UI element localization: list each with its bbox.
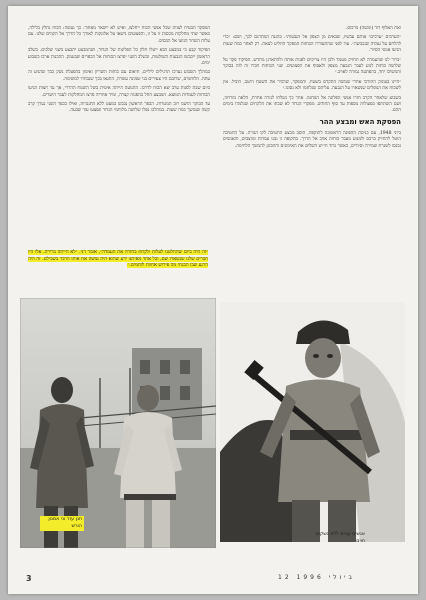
paragraph: המפקד הבטיח לצוות שכל אנשי הכוח ייחלצו, ואיש לא יישאר מאחור. כך נעשה: הכוח נחלץ בלילה, כאשר שתי מחלקות מכסות זו על זו, והפצועים נישאו על אלונקות לאורך כל הדרך אל הקווים שלנו. עם עלות השחר הגיעו אל הבסיס. xyxy=(28,26,210,44)
section-subheading: הפסקת האש ומבצע ההר xyxy=(319,117,401,126)
paragraph: ״היינו בעומק התורכי אחרי שמשה התקדם בשטח, והמפקד, שהכיר את השטח היטב, הוביל. אין לשכוח את הנופלים שנשארו על הגבעה. עליהם שנלחמו ולא נסוגו.״ xyxy=(223,79,401,92)
paragraph: ואת האלוף דוד (ומשה) מרכוס. xyxy=(345,26,401,31)
magazine-page xyxy=(8,6,418,594)
article-column-left xyxy=(28,26,210,270)
highlighted-quote xyxy=(28,250,208,290)
paragraph: הפיקוד קבע כי במבצע הבא ייטלו חלק כל הפלוגות של הגדוד, ושהמבצע יתבצע בשני שלבים. בשלב הראשון ייכבשו הגבעות השולטות, ובשלב השני יפרצו הכוחות אל הכפרים שבעמק. ההכנות ארכו כשבוע ימים. xyxy=(28,48,210,67)
photo-soldier-with-rifle xyxy=(220,302,405,542)
photo-caption-right: אנשים עניים ללא נשקים חוים xyxy=(315,532,365,544)
photo-caption-left: חנן עזר וני אמנון הורש xyxy=(40,516,84,531)
paragraph: ביוני 1948, עם כניסת ההפוגה הראשונה לתוקפה, הוסב מבצע החטיבה לקו הגזרה. על החטיבה הוטל להחזיק ברכס ולמנוע מעבר כוחות אויב אל הדרך. בתקופה זו נבנו עמדות ומוצבים, והאנשים נכנסו לשגרת שמירה וסיורים, כאשר גדוד חי״ש השלים את האימונים והתכונן להמשך הלחימה. xyxy=(223,130,401,149)
issue-date: 12 ביולי 1996 xyxy=(278,574,355,581)
paragraph: ״ברור לנו שהעמדה לא תחזיק מעמד ולכן היו צריכים לפנות אותה ולהתארגן מחדש. הפיקוד פקד על שלושה כוחות לנוע לעבר הגבעה מצפון ולאסוף את הפצועים. שני הכוחות חברו זה לזה בבוקר והמשיכו יחד, בהפתעה גמורה לאויב.״ xyxy=(223,57,401,76)
article-column-right xyxy=(223,26,401,289)
paragraph: במהלך השבוע נערכו תרגילים ליליים, תיאום עם כוחות השריון ואימון בהפעלת נשק כבד שהגיע זה עתה. הלוחמים, שרובם היו צעירים בני שמונה עשרה, התגאו בכך שנבחרו למשימה. xyxy=(28,70,210,82)
page-number: 3 xyxy=(26,574,32,583)
photo-two-soldiers xyxy=(20,298,216,548)
paragraph: ״הערבים ״ערבים״ אותם עכשיו, שבאים מן הצפון אל הגבעות״. בהגנה המתרגם לכך, ושם: ״כדי להלחם על עמדה שנכבשה״. עוד לפני שהתעוררו הכוחות המפקד החליט לצאת. רק לאחר כמה שעות הגיעו אנשי הסיור. xyxy=(223,35,401,54)
paragraph: ביום שבת לפנות ערב יצא הכוח לדרכו. התנועה הייתה איטית בשל השטח ההררי, אך עד חצות הגיעו הכוחות לעמדות המוצא. המבצע החל בהפגזה קצרה, ומיד אחריה פרצו המחלקות לעבר היעדים. xyxy=(28,86,210,98)
highlighted-quote-text: ״זה היה ביום שהחלטנו לעלות ולקחת בחזרה את העמדה״, אומר דני. ״לא הייתה ברירה. אלו היו חברים שלנו שנשארו שם, וכל אחד מאיתנו ידע שהוא היה עושה את אותו הדבר בשבילם. זה היה הרגע שבו הבנתי מה פירוש אחוות לוחמים.״ xyxy=(28,250,208,269)
paragraph: בשבוע שלאחר הקרב חזרו אנשי הפלוגה אל המחנה. אחר כך נשלחו לגזרה אחרת, הלאה מזרחה, ושם השתתפו בפעולות נוספות עד סוף החודש. מפקדי הגדוד לא שכחו את הלקחים שנלמדו בימים ההם. xyxy=(223,95,401,114)
paragraph: עד הבוקר הושגו רוב המטרות. הכפר הראשון נכבש כמעט ללא התנגדות, ואילו בכפר השני נערך קרב קשה שנמשך כמה שעות. במהלכו נפלו שלושה מלוחמי הגדוד ונפצעו עוד שבעה. xyxy=(28,102,210,114)
